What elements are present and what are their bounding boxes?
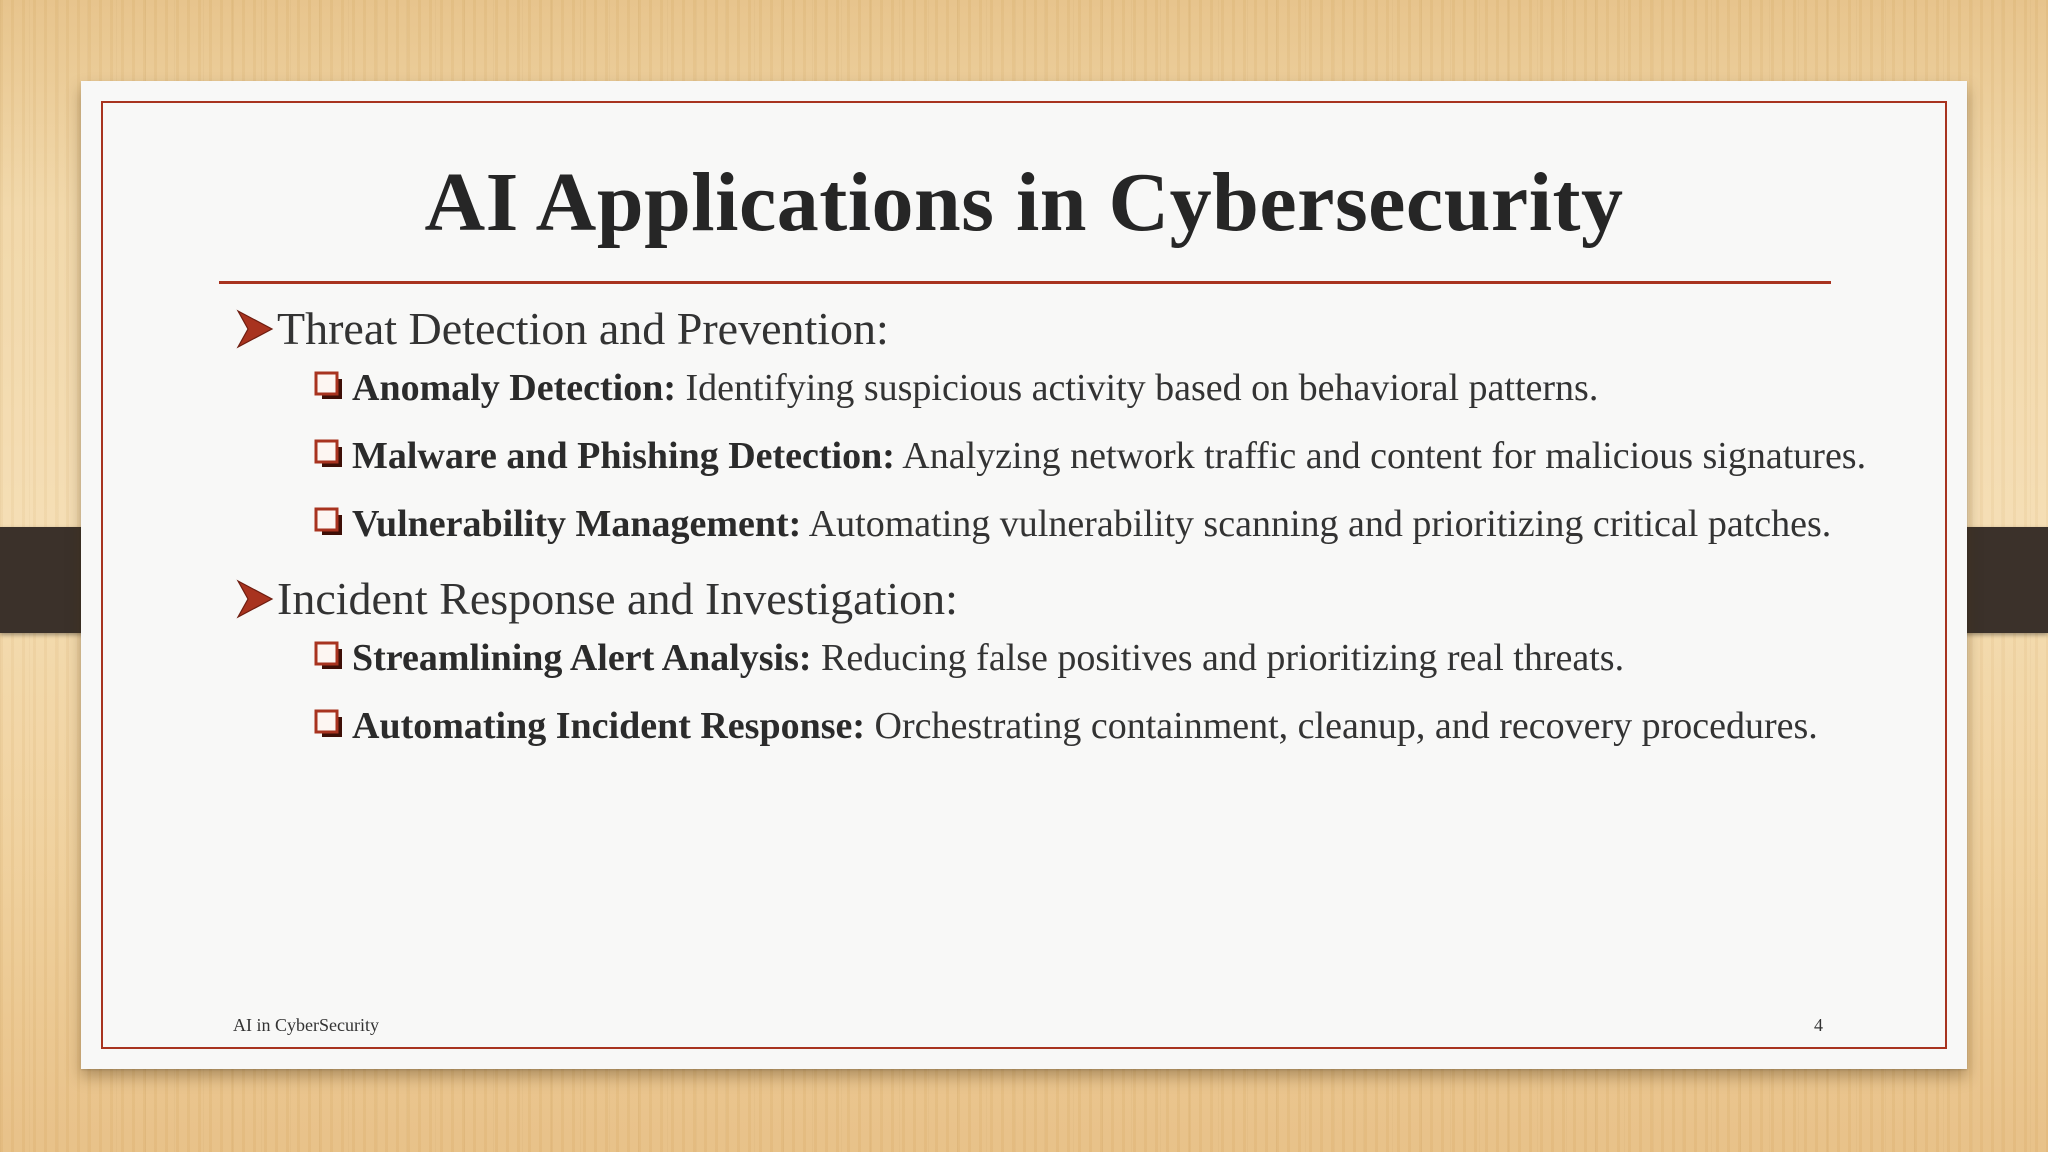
item-term: Vulnerability Management:: [352, 503, 802, 545]
sub-list: [236, 635, 1886, 749]
section-threat-detection: [236, 299, 1886, 547]
item-term: Malware and Phishing Detection:: [352, 435, 895, 477]
slide-content: [236, 299, 1886, 771]
item-description: Analyzing network traffic and content for malicious signatures.: [894, 435, 1867, 477]
sub-list: [236, 365, 1886, 547]
checkbox-bullet-icon: [314, 703, 344, 749]
item-description: Identifying suspicious activity based on behavioral patterns.: [675, 367, 1599, 409]
section-incident-response: [236, 569, 1886, 749]
checkbox-bullet-icon: [314, 635, 344, 681]
checkbox-bullet-icon: [314, 365, 344, 411]
arrow-bullet-icon: [236, 569, 274, 629]
section-heading-text: Incident Response and Investigation:: [277, 573, 958, 624]
footer-text: AI in CyberSecurity: [233, 1015, 379, 1035]
section-heading-text: Threat Detection and Prevention:: [277, 303, 889, 354]
list-item-malware-phishing: [314, 433, 1886, 479]
item-description: Orchestrating containment, cleanup, and recovery procedures.: [865, 705, 1818, 747]
item-description: Reducing false positives and prioritizing real threats.: [811, 637, 1625, 679]
list-item-alert-analysis: [314, 635, 1886, 681]
list-item-incident-response: [314, 703, 1886, 749]
section-heading: [236, 569, 1886, 629]
arrow-bullet-icon: [236, 299, 274, 359]
list-item-anomaly-detection: [314, 365, 1886, 411]
item-term: Anomaly Detection:: [352, 367, 676, 409]
page-number: 4: [1814, 1015, 1823, 1035]
checkbox-bullet-icon: [314, 433, 344, 479]
checkbox-bullet-icon: [314, 501, 344, 547]
slide-title: AI Applications in Cybersecurity: [424, 156, 1624, 249]
item-term: Automating Incident Response:: [352, 705, 866, 747]
section-heading: [236, 299, 1886, 359]
item-description: Automating vulnerability scanning and prioritizing critical patches.: [801, 503, 1832, 545]
slide: [81, 81, 1967, 1069]
item-term: Streamlining Alert Analysis:: [352, 637, 812, 679]
title-divider: [219, 281, 1831, 284]
list-item-vulnerability-management: [314, 501, 1886, 547]
